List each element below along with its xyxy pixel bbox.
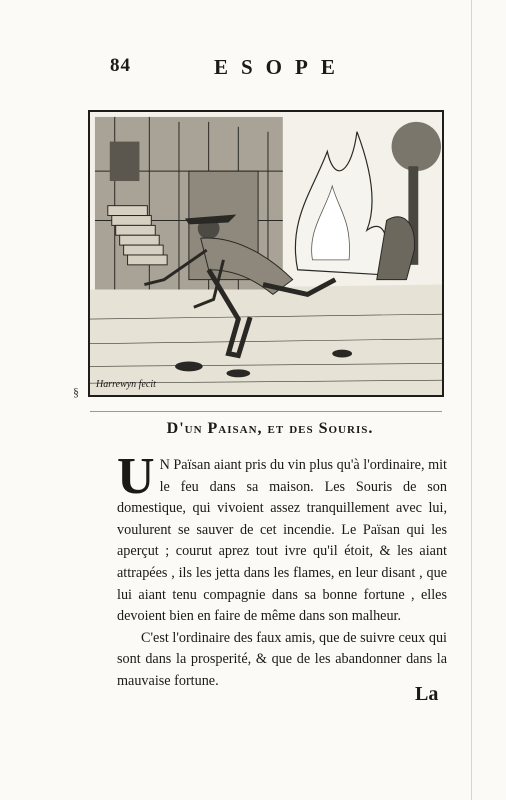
page-edge [471, 0, 472, 800]
margin-mark: § [73, 385, 79, 399]
fable-text [117, 448, 447, 693]
page-header [110, 55, 380, 85]
engraving-illustration [88, 110, 444, 397]
running-title: ESOPE [214, 55, 348, 79]
paragraph-1 [117, 448, 447, 628]
fable-title: D'un Paisan, et des Souris. [166, 420, 374, 437]
drop-cap: U [117, 448, 155, 505]
paragraph-1-text: N Païsan aiant pris du vin plus qu'à l'ordinaire, mit le feu dans sa maison. Les Souris de son domestique, qui vivoient assez tranquillement avec lui, voulurent se sauver de cet incendie. Le Païsan qui les aperçut ; courut aprez tout ivre qu'il étoit, & les aiant attrapées , ils les jetta dans les flames, en leur disant , que lui aiant tenu compagnie dans sa bonne fortune , elles devoient bien en faire de même dans son malheur. [117, 457, 447, 625]
paragraph-2: C'est l'ordinaire des faux amis, que de suivre ceux qui sont dans la prosperité, & que de les abandonner dans la mauvaise fortune. [117, 629, 447, 689]
catchword: La [415, 683, 439, 705]
engraver-signature: Harrewyn fecit [96, 379, 156, 390]
page-number: 84 [110, 55, 131, 76]
engraving-image [90, 112, 442, 395]
divider-rule [90, 411, 442, 412]
